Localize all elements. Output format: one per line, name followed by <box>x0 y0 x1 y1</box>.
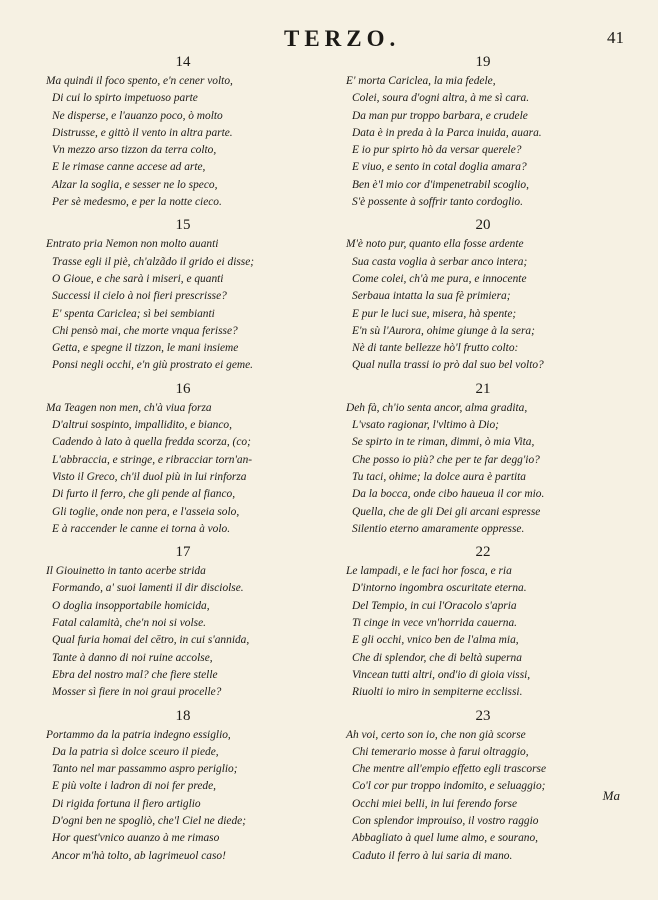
verse-line: Visto il Greco, ch'il duol più in lui rinforza <box>52 470 247 483</box>
verse-line: E gli occhi, vnico ben de l'alma mia, <box>352 634 519 647</box>
verse-line: Le lampadi, e le faci hor fosca, e ria <box>346 565 512 578</box>
verse-line: D'ogni ben ne spogliò, che'l Ciel ne diede; <box>52 814 247 827</box>
verse-line: Tanto nel mar passammo aspro periglio; <box>52 763 238 776</box>
verse-line: Chi temerario mosse à farui oltraggio, <box>352 745 529 758</box>
right-column <box>346 54 620 871</box>
page-number: 41 <box>607 28 624 47</box>
verse-line: E pur le luci sue, misera, hà spente; <box>352 307 517 320</box>
stanza-number: 14 <box>175 54 191 70</box>
stanza-number: 15 <box>175 217 191 234</box>
verse-line: E viuo, e sento in cotal doglia amara? <box>352 161 527 174</box>
stanza <box>46 54 320 211</box>
verse-line: S'è possente à soffrir tanto cordoglio. <box>352 196 523 209</box>
left-column <box>46 54 320 871</box>
verse-line: Ti cinge in vece vn'horrida cauerna. <box>352 617 518 630</box>
verse-line: L'abbraccia, e stringe, e ribracciar torn'an- <box>52 453 253 466</box>
verse-line: Per sè medesmo, e per la notte cieco. <box>52 196 222 209</box>
stanza-number: 17 <box>175 544 191 561</box>
verse-line: Da la bocca, onde cibo haueua il cor mio. <box>352 488 545 501</box>
verse-line: E'n sù l'Aurora, ohime giunge à la sera; <box>352 324 535 337</box>
verse-line: O Gioue, e che sarà i miseri, e quanti <box>52 272 224 285</box>
verse-line: Come colei, ch'à me pura, e innocente <box>352 272 527 285</box>
poem-columns <box>46 54 628 871</box>
verse-line: Occhi miei belli, in lui ferendo forse <box>352 797 518 810</box>
verse-line: Ne disperse, e l'auanzo poco, ò molto <box>52 109 223 122</box>
verse-line: Ma quindi il foco spento, e'n cener volto, <box>46 75 233 87</box>
verse-line: Sua casta voglia à serbar anco intera; <box>352 255 528 268</box>
verse-line: Di cui lo spirto impetuoso parte <box>52 92 198 105</box>
stanza <box>46 708 320 865</box>
verse-line: Co'l cor pur troppo indomito, e seluaggio; <box>352 780 546 793</box>
verse-line: Getta, e spegne il tizzon, le mani insieme <box>52 342 239 355</box>
verse-line: Distrusse, e gittò il vento in altra parte. <box>52 126 233 139</box>
verse-line: Successi il cielo à noi fieri prescrisse? <box>52 290 227 303</box>
verse-line: M'è noto pur, quanto ella fosse ardente <box>346 238 524 251</box>
verse-line: Vincean tutti altri, ond'io di gioia vissi, <box>352 668 531 681</box>
verse-line: Portammo da la patria indegno essiglio, <box>46 728 231 741</box>
stanza <box>46 544 320 701</box>
verse-line: Silentio eterno amaramente oppresse. <box>352 522 525 535</box>
verse-line: Fatal calamità, che'n noi si volse. <box>52 617 206 630</box>
verse-line: E io pur spirto hò da versar querele? <box>352 144 522 157</box>
verse-line: Hor quest'vnico auanzo à me rimaso <box>52 832 220 845</box>
verse-line: Ebra del nostro mal? che fiere stelle <box>52 668 218 681</box>
stanza <box>46 381 320 538</box>
verse-line: Se spirto in te riman, dimmi, ò mia Vita, <box>352 436 535 449</box>
catchword: Ma <box>602 788 620 803</box>
verse-line: D'intorno ingombra oscuritate eterna. <box>352 582 527 595</box>
verse-line: Ancor m'hà tolto, ab lagrimeuol caso! <box>52 849 226 862</box>
verse-line: Mosser sì fiere in noi graui procelle? <box>52 686 222 699</box>
stanza <box>346 217 620 374</box>
verse-line: E' spenta Cariclea; sì bei sembianti <box>52 307 215 320</box>
verse-line: O doglia insopportabile homicida, <box>52 599 210 612</box>
verse-line: Qual nulla trassi io prò dal suo bel volto? <box>352 359 544 372</box>
stanza-number: 20 <box>475 217 491 234</box>
verse-line: Gli toglie, onde non pera, e l'asseia solo, <box>52 505 240 518</box>
verse-line: Da la patria sì dolce sceuro il piede, <box>52 745 219 758</box>
running-title: TERZO. <box>284 26 401 51</box>
verse-line: Il Giouinetto in tanto acerbe strida <box>46 565 206 578</box>
stanza <box>346 54 620 211</box>
verse-line: Tante à danno di noi ruine accolse, <box>52 651 213 664</box>
verse-line: Chi pensò mai, che morte vnqua ferisse? <box>52 324 238 337</box>
verse-line: E à raccender le canne ei torna à volo. <box>52 522 231 535</box>
verse-line: Con splendor improuiso, il vostro raggio <box>352 814 539 827</box>
stanza <box>346 544 620 701</box>
verse-line: Ma Teagen non men, ch'à viua forza <box>46 401 212 414</box>
stanza-number: 21 <box>475 380 491 397</box>
verse-line: Di furto il ferro, che gli pende al fianco, <box>52 488 236 501</box>
stanza-number: 18 <box>175 707 191 724</box>
verse-line: L'vsato ragionar, l'vltimo à Dio; <box>352 419 499 432</box>
verse-line: Cadendo à lato à quella fredda scorza, (co; <box>52 436 251 449</box>
verse-line: D'altrui sospinto, impallidito, e bianco, <box>52 419 232 432</box>
stanza-number: 19 <box>475 54 491 70</box>
verse-line: Quella, che de gli Dei gli arcani espresse <box>352 505 541 518</box>
verse-line: Tu taci, ohime; la dolce aura è partita <box>352 470 527 483</box>
stanza <box>46 217 320 374</box>
verse-line: Deh fà, ch'io senta ancor, alma gradita, <box>346 401 528 414</box>
verse-line: Abbagliato à quel lume almo, e sourano, <box>352 832 539 845</box>
verse-line: E le rimase canne accese ad arte, <box>52 161 206 174</box>
verse-line: E' morta Cariclea, la mia fedele, <box>346 75 496 87</box>
verse-line: Trasse egli il piè, ch'alzãdo il grido ei disse; <box>52 255 255 268</box>
stanza <box>346 708 620 865</box>
verse-line: Da man pur troppo barbara, e crudele <box>352 109 528 122</box>
verse-line: Che mentre all'empio effetto egli trascorse <box>352 763 547 776</box>
verse-line: Che posso io più? che per te far degg'io? <box>352 453 540 466</box>
verse-line: E più volte i ladron di noi fer prede, <box>52 780 216 793</box>
verse-line: Ponsi negli occhi, e'n giù prostrato ei geme. <box>52 359 253 372</box>
verse-line: Serbaua intatta la sua fè primiera; <box>352 290 511 303</box>
verse-line: Formando, a' suoi lamenti il dir disciolse. <box>52 582 244 595</box>
verse-line: Che di splendor, che di beltà superna <box>352 651 522 664</box>
verse-line: Entrato pria Nemon non molto auanti <box>46 238 219 251</box>
verse-line: Alzar la soglia, e sesser ne lo speco, <box>52 178 218 191</box>
verse-line: Del Tempio, in cui l'Oracolo s'apria <box>352 599 517 612</box>
stanza-number: 23 <box>475 707 491 724</box>
verse-line: Nè di tante bellezze hò'l frutto colto: <box>352 342 519 355</box>
page-header <box>46 20 628 54</box>
verse-line: Caduto il ferro à lui saria di mano. <box>352 849 513 862</box>
verse-line: Di rigida fortuna il fiero artiglio <box>52 797 201 810</box>
verse-line: Qual furia homai del cētro, in cui s'annida, <box>52 634 250 647</box>
verse-line: Vn mezzo arso tizzon da terra colto, <box>52 144 217 157</box>
verse-line: Data è in preda à la Parca inuida, auara. <box>352 126 542 139</box>
verse-line: Ben è'l mio cor d'impenetrabil scoglio, <box>352 178 529 191</box>
verse-line: Ah voi, certo son io, che non già scorse <box>346 728 526 741</box>
stanza-number: 22 <box>475 544 491 561</box>
verse-line: Riuolti io miro in sempiterne ecclissi. <box>352 686 523 699</box>
stanza-number: 16 <box>175 380 191 397</box>
verse-line: Colei, soura d'ogni altra, à me sì cara. <box>352 92 530 105</box>
stanza <box>346 381 620 538</box>
